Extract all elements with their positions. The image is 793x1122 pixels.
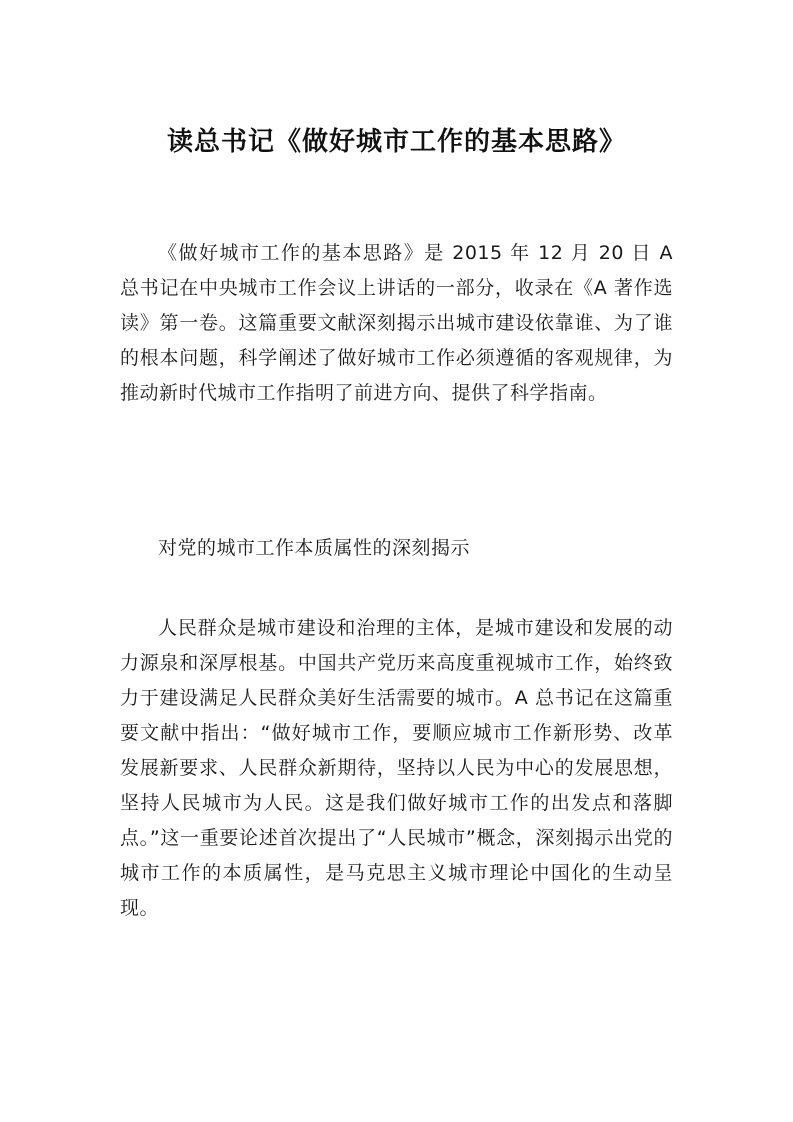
paragraph-intro: 《做好城市工作的基本思路》是 2015 年 12 月 20 日 A 总书记在中央城市工作会议上讲话的一部分，收录在《A 著作选读》第一卷。这篇重要文献深刻揭示出城市建设依靠谁、为了谁的根本问题，科学阐述了做好城市工作必须遵循的客观规律，为推动新时代城市工作指明了前进方向、提供了科学指南。 (120, 242, 673, 404)
paragraph-people-city: 人民群众是城市建设和治理的主体，是城市建设和发展的动力源泉和深厚根基。中国共产党历来高度重视城市工作，始终致力于建设满足人民群众美好生活需要的城市。A 总书记在这篇重要文献中指出：“做好城市工作，要顺应城市工作新形势、改革发展新要求、人民群众新期待，坚持以人民为中心的发展思想，坚持人民城市为人民。这是我们做好城市工作的出发点和落脚点。”这一重要论述首次提出了“人民城市”概念，深刻揭示出党的城市工作的本质属性，是马克思主义城市理论中国化的生动呈现。 (120, 617, 673, 919)
document-title: 读总书记《做好城市工作的基本思路》 (166, 127, 626, 157)
section-heading: 对党的城市工作本质属性的深刻揭示 (158, 537, 471, 559)
